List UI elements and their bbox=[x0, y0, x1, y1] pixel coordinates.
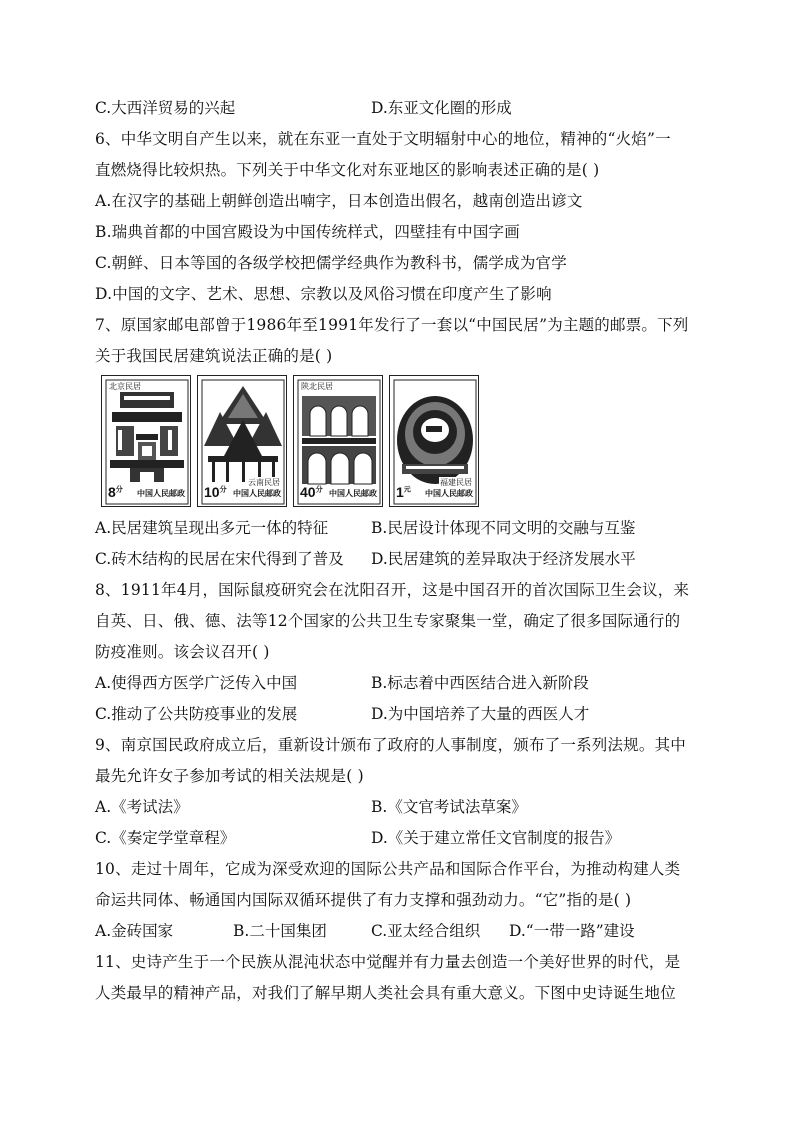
stamp-beijing-post: 中国人民邮政 bbox=[137, 489, 185, 498]
q10-stem-line1: 10、走过十周年，它成为深受欢迎的国际公共产品和国际合作平台，为推动构建人类 bbox=[95, 860, 681, 878]
q7-option-a: A.民居建筑呈现出多元一体的特征 bbox=[95, 519, 329, 537]
stamp-shaanbei-denom: $40^分$ bbox=[300, 484, 323, 500]
q8-stem-line2: 自英、日、俄、德、法等12个国家的公共卫生专家聚集一堂，确定了很多国际通行的 bbox=[95, 612, 681, 630]
stamp-yunnan-region: 云南民居 bbox=[248, 478, 280, 487]
q9-option-d: D.《关于建立常任文官制度的报告》 bbox=[371, 829, 621, 847]
q9-stem-line2: 最先允许女子参加考试的相关法规是( ) bbox=[95, 767, 364, 785]
stamp-shaanbei-region: 陕北民居 bbox=[301, 382, 333, 391]
stamp-fujian-post: 中国人民邮政 bbox=[425, 489, 473, 498]
stamp-yunnan-denom: $10^分$ bbox=[204, 484, 227, 500]
q6-option-c: C.朝鲜、日本等国的各级学校把儒学经典作为教科书，儒学成为官学 bbox=[95, 254, 567, 272]
q8-option-b: B.标志着中西医结合进入新阶段 bbox=[371, 674, 589, 692]
q6-option-a: A.在汉字的基础上朝鲜创造出喃字，日本创造出假名，越南创造出谚文 bbox=[95, 192, 583, 210]
q7-option-d: D.民居建筑的差异取决于经济发展水平 bbox=[371, 550, 636, 568]
stamp-image-strip bbox=[101, 375, 481, 507]
q11-stem-line1: 11、史诗产生于一个民族从混沌状态中觉醒并有力量去创造一个美好世界的时代，是 bbox=[95, 953, 681, 971]
stamp-beijing-denom: $8^分$ bbox=[108, 484, 123, 500]
stamp-fujian-denom: $1^元$ bbox=[396, 484, 411, 500]
q10-stem-line2: 命运共同体、畅通国内国际双循环提供了有力支撑和强劲动力。“它”指的是( ) bbox=[95, 891, 632, 909]
q9-option-c: C.《奏定学堂章程》 bbox=[95, 829, 236, 847]
q8-option-a: A.使得西方医学广泛传入中国 bbox=[95, 674, 298, 692]
q6-stem-line1: 6、中华文明自产生以来，就在东亚一直处于文明辐射中心的地位，精神的“火焰”一 bbox=[95, 130, 671, 148]
stamp-yunnan bbox=[197, 375, 287, 507]
q6-stem-line2: 直燃烧得比较炽热。下列关于中华文化对东亚地区的影响表述正确的是( ) bbox=[95, 161, 600, 179]
q6-option-b: B.瑞典首都的中国宫殿设为中国传统样式，四壁挂有中国字画 bbox=[95, 223, 520, 241]
stamp-shaanbei bbox=[293, 375, 383, 507]
q7-stem-line1: 7、原国家邮电部曾于1986年至1991年发行了一套以“中国民居”为主题的邮票。下列 bbox=[95, 316, 689, 334]
q11-stem-line2: 人类最早的精神产品，对我们了解早期人类社会具有重大意义。下图中史诗诞生地位 bbox=[95, 984, 676, 1002]
q6-option-d: D.中国的文字、艺术、思想、宗教以及风俗习惯在印度产生了影响 bbox=[95, 285, 552, 303]
q7-option-c: C.砖木结构的民居在宋代得到了普及 bbox=[95, 550, 344, 568]
stamp-shaanbei-post: 中国人民邮政 bbox=[329, 489, 377, 498]
q10-option-a: A.金砖国家 bbox=[95, 922, 174, 940]
q8-stem-line1: 8、1911年4月，国际鼠疫研究会在沈阳召开，这是中国召开的首次国际卫生会议，来 bbox=[95, 581, 690, 599]
q10-option-d: D.“一带一路”建设 bbox=[509, 922, 635, 940]
stamp-fujian-region: 福建民居 bbox=[440, 478, 472, 487]
stamp-beijing bbox=[101, 375, 191, 507]
q10-option-c: C.亚太经合组织 bbox=[371, 922, 481, 940]
q9-option-b: B.《文官考试法草案》 bbox=[371, 798, 527, 816]
q10-option-b: B.二十国集团 bbox=[233, 922, 327, 940]
q5-option-d: D.东亚文化圈的形成 bbox=[371, 99, 512, 117]
q5-option-c: C.大西洋贸易的兴起 bbox=[95, 99, 236, 117]
stamp-yunnan-post: 中国人民邮政 bbox=[233, 489, 281, 498]
q8-option-d: D.为中国培养了大量的西医人才 bbox=[371, 705, 590, 723]
q7-option-b: B.民居设计体现不同文明的交融与互鉴 bbox=[371, 519, 636, 537]
q9-stem-line1: 9、南京国民政府成立后，重新设计颁布了政府的人事制度，颁布了一系列法规。其中 bbox=[95, 736, 686, 754]
stamp-beijing-region: 北京民居 bbox=[109, 382, 141, 391]
q9-option-a: A.《考试法》 bbox=[95, 798, 189, 816]
q7-stem-line2: 关于我国民居建筑说法正确的是( ) bbox=[95, 347, 333, 365]
q8-option-c: C.推动了公共防疫事业的发展 bbox=[95, 705, 298, 723]
q8-stem-line3: 防疫准则。该会议召开( ) bbox=[95, 643, 270, 661]
stamp-fujian bbox=[389, 375, 479, 507]
